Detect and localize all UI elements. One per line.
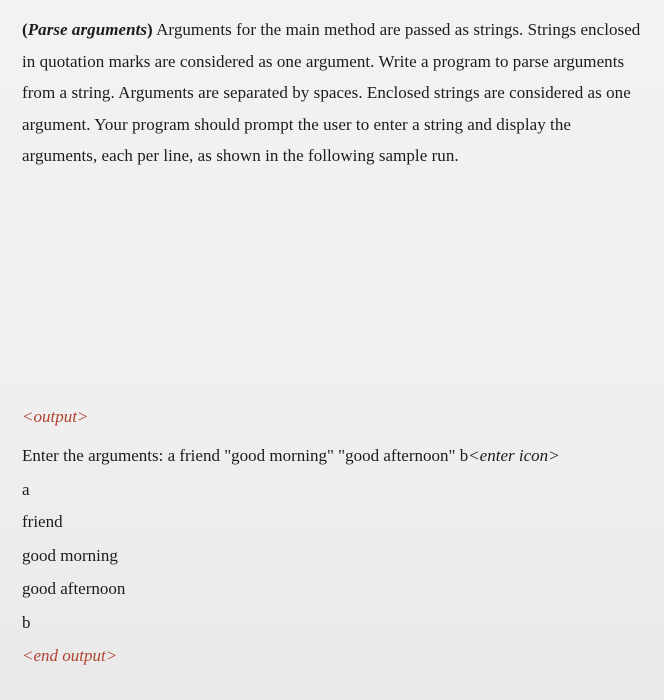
output-argument: good morning: [22, 546, 118, 565]
output-argument: friend: [22, 512, 63, 531]
problem-text: Arguments for the main method are passed as strings. Strings enclosed in quotation marks are considered as one argument. Write a program to parse arguments from a string. Arguments are separated by spaces. Enclosed strings are considered as one argument. Your program should prompt the user to enter a string and display the arguments, each per line, as shown in the following sample run.: [22, 20, 641, 165]
output-argument: b: [22, 613, 31, 632]
output-start-tag: <output>: [22, 407, 89, 426]
problem-title: (Parse arguments): [22, 20, 153, 39]
output-argument: a: [22, 480, 30, 499]
sample-prompt: [22, 446, 560, 466]
enter-icon-label: <enter icon>: [468, 446, 560, 465]
prompt-text: Enter the arguments: a friend "good morning" "good afternoon" b: [22, 446, 469, 465]
output-end-tag: <end output>: [22, 646, 118, 665]
problem-statement: [22, 14, 642, 172]
output-argument: good afternoon: [22, 579, 126, 598]
